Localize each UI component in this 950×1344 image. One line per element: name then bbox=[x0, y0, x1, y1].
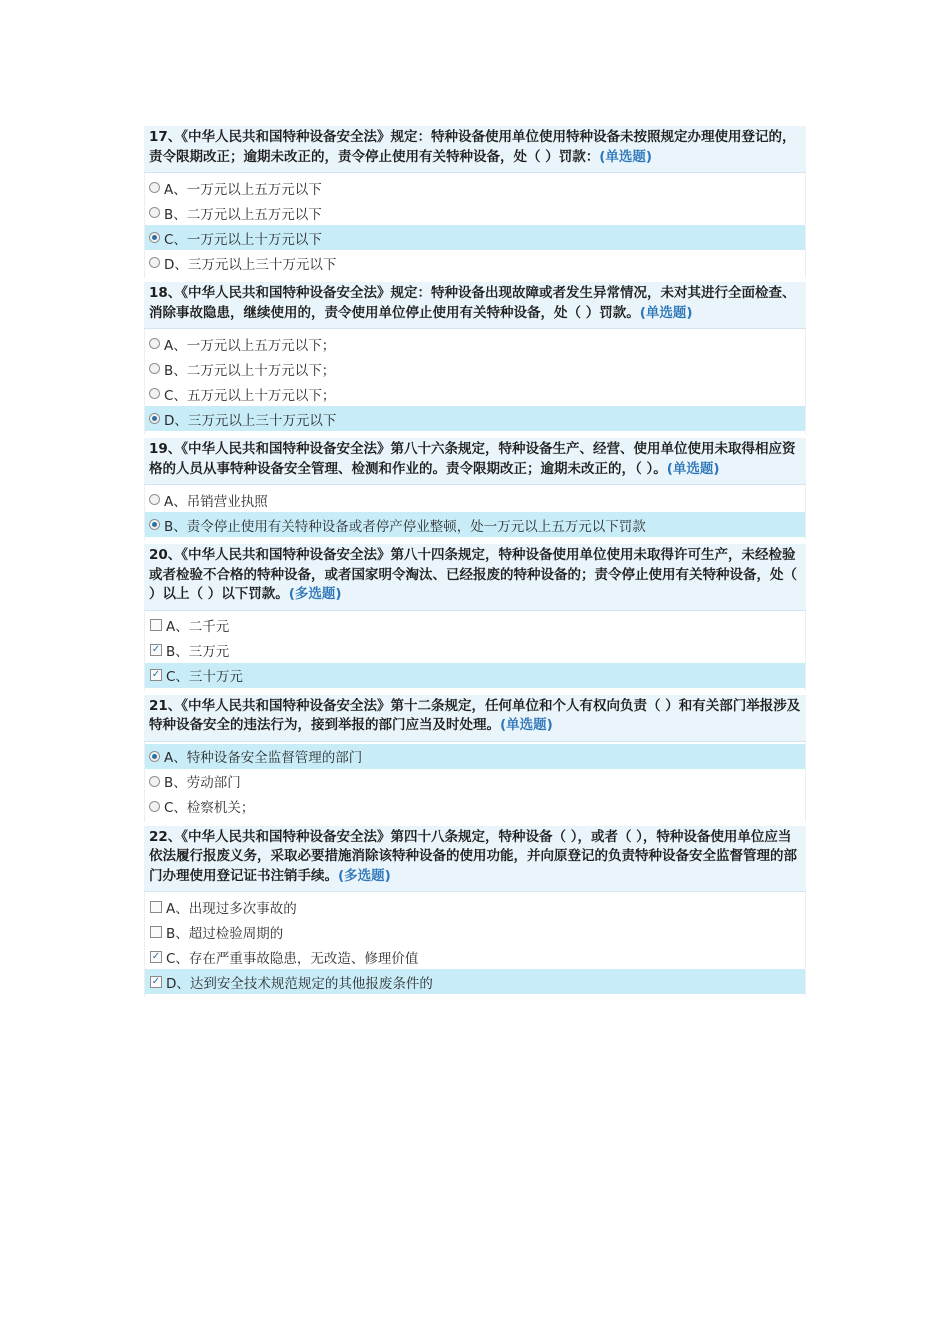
question-text: 18、《中华人民共和国特种设备安全法》规定：特种设备出现故障或者发生异常情况，未对其进行全面检查、消除事故隐患，继续使用的，责令使用单位停止使用有关特种设备，处（ ）罚款。(单选题) bbox=[144, 282, 806, 329]
question-19 bbox=[144, 438, 806, 540]
option-a[interactable]: A、特种设备安全监督管理的部门 bbox=[145, 744, 805, 769]
question-text: 17、《中华人民共和国特种设备安全法》规定：特种设备使用单位使用特种设备未按照规定办理使用登记的，责令限期改正；逾期未改正的，责令停止使用有关特种设备，处（ ）罚款：(单选题) bbox=[144, 126, 806, 173]
question-20 bbox=[144, 544, 806, 691]
option-c[interactable]: C、一万元以上十万元以下 bbox=[145, 225, 805, 250]
radio-icon[interactable] bbox=[149, 207, 160, 218]
question-18 bbox=[144, 282, 806, 434]
option-b[interactable]: B、超过检验周期的 bbox=[145, 919, 805, 944]
options-list bbox=[144, 742, 806, 822]
option-b[interactable]: B、二万元以上十万元以下； bbox=[145, 356, 805, 381]
question-22 bbox=[144, 826, 806, 998]
radio-selected-icon[interactable] bbox=[149, 413, 160, 424]
checkbox-checked-icon[interactable]: ✓ bbox=[151, 950, 161, 962]
radio-icon[interactable] bbox=[149, 494, 160, 505]
question-text: 22、《中华人民共和国特种设备安全法》第四十八条规定，特种设备（ ），或者（ ），特种设备使用单位应当依法履行报废义务，采取必要措施消除该特种设备的使用功能，并向原登记的负责特种设备安全监督管理的部门办理使用登记证书注销手续。(多选题) bbox=[144, 826, 806, 893]
option-c[interactable]: C、检察机关； bbox=[145, 794, 805, 819]
checkbox-checked-icon[interactable]: ✓ bbox=[151, 644, 161, 655]
option-b[interactable]: ✓ B、三万元 bbox=[151, 644, 230, 660]
checkbox-checked-icon[interactable]: ✓ bbox=[151, 669, 161, 680]
radio-icon[interactable] bbox=[149, 338, 160, 349]
option-a[interactable]: A、吊销营业执照 bbox=[145, 487, 805, 512]
options-list bbox=[144, 892, 806, 997]
question-text: 19、《中华人民共和国特种设备安全法》第八十六条规定，特种设备生产、经营、使用单位使用未取得相应资格的人员从事特种设备安全管理、检测和作业的。责令限期改正；逾期未改正的，（ ）。(单选题) bbox=[144, 438, 806, 485]
option-a[interactable]: A、出现过多次事故的 bbox=[145, 894, 805, 919]
question-type-tag: (单选题) bbox=[500, 717, 553, 733]
question-type-tag: (单选题) bbox=[599, 148, 653, 165]
radio-icon[interactable] bbox=[149, 182, 160, 193]
checkbox-checked-icon[interactable]: ✓ bbox=[151, 975, 161, 987]
radio-selected-icon[interactable] bbox=[149, 751, 160, 762]
option-b[interactable]: B、劳动部门 bbox=[145, 769, 805, 794]
checkbox-icon[interactable] bbox=[150, 619, 162, 631]
option-a[interactable]: A、一万元以上五万元以下 bbox=[145, 175, 805, 200]
option-b[interactable]: B、二万元以上五万元以下 bbox=[145, 200, 805, 225]
option-b[interactable]: B、责令停止使用有关特种设备或者停产停业整顿，处一万元以上五万元以下罚款 bbox=[145, 512, 805, 537]
radio-icon[interactable] bbox=[149, 388, 160, 399]
options-list bbox=[144, 173, 806, 278]
option-d[interactable]: D、三万元以上三十万元以下 bbox=[145, 250, 805, 275]
question-text: 20、《中华人民共和国特种设备安全法》第八十四条规定，特种设备使用单位使用未取得许可生产，未经检验或者检验不合格的特种设备，或者国家明令淘汰、已经报废的特种设备的；责令停止使用有关特种设备，处（ ）以上（ ）以下罚款。(多选题) bbox=[144, 544, 806, 611]
option-d[interactable]: D、三万元以上三十万元以下 bbox=[145, 406, 805, 431]
question-17 bbox=[144, 126, 806, 278]
option-c[interactable]: ✓ C、存在严重事故隐患，无改造、修理价值 bbox=[151, 950, 419, 967]
radio-icon[interactable] bbox=[149, 776, 160, 787]
radio-selected-icon[interactable] bbox=[149, 232, 160, 243]
option-a[interactable]: A、一万元以上五万元以下； bbox=[145, 331, 805, 356]
question-type-tag: (单选题) bbox=[639, 304, 693, 321]
question-21 bbox=[144, 695, 806, 822]
option-c[interactable]: C、五万元以上十万元以下； bbox=[145, 381, 805, 406]
radio-selected-icon[interactable] bbox=[149, 519, 160, 530]
radio-icon[interactable] bbox=[149, 363, 160, 374]
options-list bbox=[144, 485, 806, 540]
options-list bbox=[144, 329, 806, 434]
question-text: 21、《中华人民共和国特种设备安全法》第十二条规定，任何单位和个人有权向负责（ ）和有关部门举报涉及特种设备安全的违法行为，接到举报的部门应当及时处理。(单选题) bbox=[144, 695, 806, 742]
radio-icon[interactable] bbox=[149, 801, 160, 812]
option-a[interactable]: A、二千元 bbox=[145, 613, 805, 638]
radio-icon[interactable] bbox=[149, 257, 160, 268]
options-list bbox=[144, 611, 806, 691]
question-type-tag: (多选题) bbox=[338, 867, 391, 884]
question-type-tag: (多选题) bbox=[288, 586, 342, 602]
question-type-tag: (单选题) bbox=[666, 460, 720, 477]
checkbox-icon[interactable] bbox=[150, 926, 162, 938]
checkbox-icon[interactable] bbox=[150, 901, 162, 913]
option-d[interactable]: ✓ D、达到安全技术规范规定的其他报废条件的 bbox=[145, 969, 805, 994]
option-c[interactable]: ✓ C、三十万元 bbox=[145, 663, 805, 688]
quiz-page bbox=[144, 126, 806, 1001]
